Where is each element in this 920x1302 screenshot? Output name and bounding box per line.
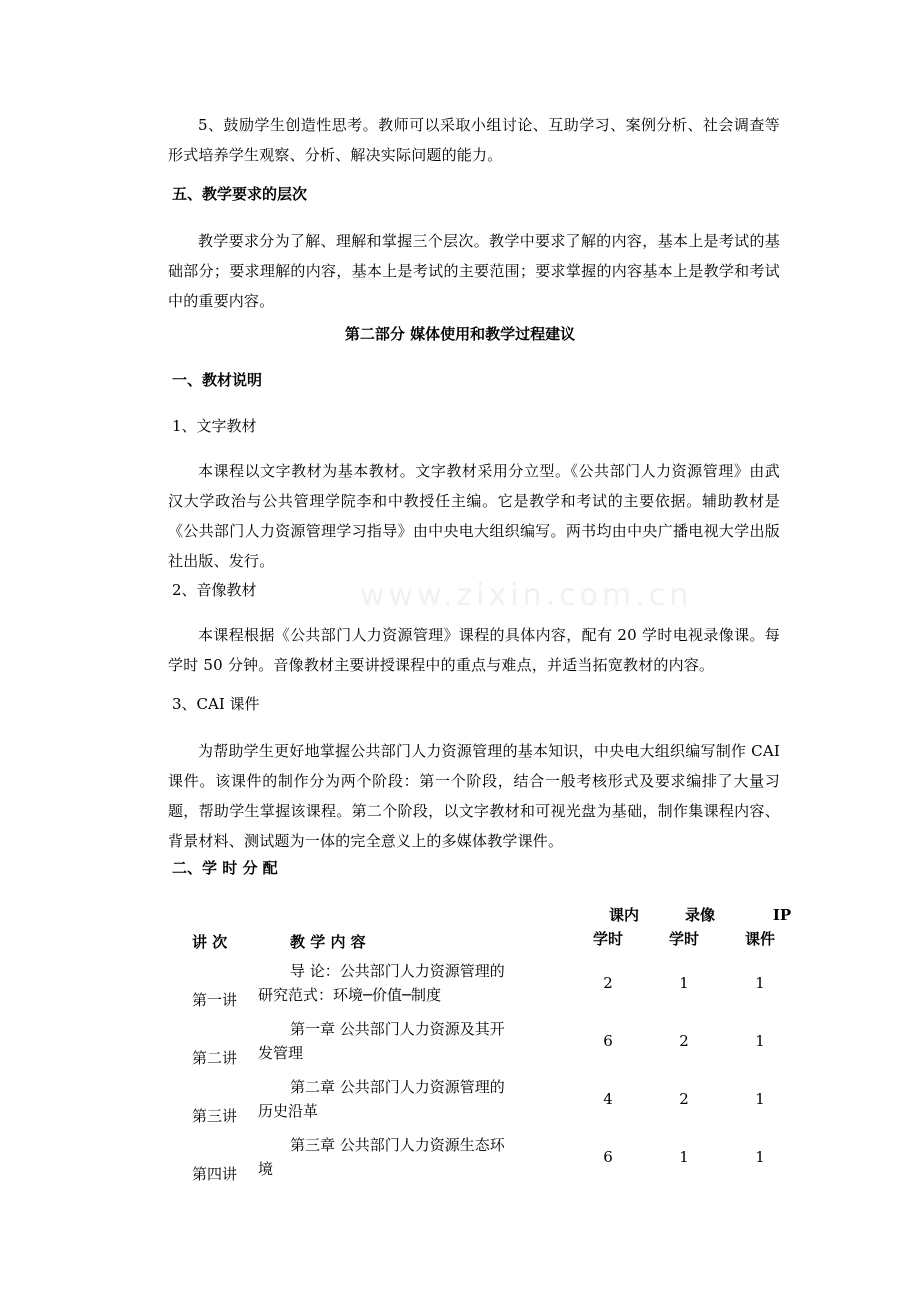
- row-video-hours: 2: [679, 1090, 689, 1108]
- row-video-hours: 1: [679, 974, 689, 992]
- row-content: [258, 1070, 570, 1128]
- header-lecture: 讲 次: [192, 933, 228, 951]
- row-content-line1: 导 论：公共部门人力资源管理的: [290, 962, 505, 980]
- row-lecture: 第二讲: [192, 1049, 238, 1067]
- watermark: www.zixin.com.cn: [360, 578, 693, 613]
- header-class-hours-line1: 课内: [608, 906, 639, 924]
- row-class-hours: 2: [603, 974, 613, 992]
- row-ip-courseware: 1: [755, 974, 765, 992]
- row-content-line1: 第二章 公共部门人力资源管理的: [290, 1078, 505, 1096]
- hours-allocation-table: [192, 900, 798, 1186]
- row-content-line2: 研究范式：环境─价值─制度: [258, 986, 442, 1004]
- row-content-line2: 历史沿革: [258, 1102, 319, 1120]
- row-lecture: 第四讲: [192, 1165, 238, 1183]
- header-video-line2: 学时: [668, 930, 699, 948]
- row-class-hours: 6: [603, 1032, 613, 1050]
- header-video-hours: [646, 900, 722, 954]
- row-ip-courseware: 1: [755, 1090, 765, 1108]
- row-content-line2: 境: [258, 1160, 274, 1178]
- header-class-hours: [570, 900, 646, 954]
- part-two-title: 第二部分 媒体使用和教学过程建议: [344, 325, 576, 343]
- header-content: 教 学 内 容: [290, 933, 366, 951]
- row-content: [258, 954, 570, 1012]
- table-header-row: [192, 900, 798, 954]
- row-class-hours: 6: [603, 1148, 613, 1166]
- header-video-line1: 录像: [684, 906, 715, 924]
- table-row: [192, 1128, 798, 1186]
- row-content-line1: 第三章 公共部门人力资源生态环: [290, 1136, 505, 1154]
- row-ip-courseware: 1: [755, 1148, 765, 1166]
- paragraph-text-materials: 本课程以文字教材为基本教材。文字教材采用分立型。《公共部门人力资源管理》由武汉大学政治与公共管理学院李和中教授任主编。它是教学和考试的主要依据。辅助教材是《公共部门人力资源管理学习指导》由中央电大组织编写。两书均由中央广播电视大学出版社出版、发行。: [168, 462, 780, 570]
- header-class-hours-line2: 学时: [592, 930, 623, 948]
- row-class-hours: 4: [603, 1090, 613, 1108]
- paragraph-teaching-levels: 教学要求分为了解、理解和掌握三个层次。教学中要求了解的内容，基本上是考试的基础部分；要求理解的内容，基本上是考试的主要范围；要求掌握的内容基本上是教学和考试中的重要内容。: [168, 232, 780, 310]
- row-video-hours: 1: [679, 1148, 689, 1166]
- paragraph-cai: 为帮助学生更好地掌握公共部门人力资源管理的基本知识，中央电大组织编写制作 CAI 课件。该课件的制作分为两个阶段：第一个阶段，结合一般考核形式及要求编排了大量习题，帮助学生掌握该课程。第二个阶段，以文字教材和可视光盘为基础，制作集课程内容、背景材料、测试题为一体的完全意义上的多媒体教学课件。: [168, 742, 780, 850]
- header-ip-courseware: [722, 900, 798, 954]
- header-ip-line1: IP: [772, 906, 792, 924]
- subheading-cai: 3、CAI 课件: [172, 695, 260, 713]
- paragraph-encourage-creativity: 5、鼓励学生创造性思考。教师可以采取小组讨论、互助学习、案例分析、社会调查等形式培养学生观察、分析、解决实际问题的能力。: [168, 116, 780, 164]
- table-row: [192, 1012, 798, 1070]
- row-content-line2: 发管理: [258, 1044, 304, 1062]
- table-row: [192, 954, 798, 1012]
- row-ip-courseware: 1: [755, 1032, 765, 1050]
- paragraph-audio-video: 本课程根据《公共部门人力资源管理》课程的具体内容，配有 20 学时电视录像课。每学时 50 分钟。音像教材主要讲授课程中的重点与难点，并适当拓宽教材的内容。: [168, 626, 780, 674]
- row-content: [258, 1012, 570, 1070]
- header-ip-line2: 课件: [744, 930, 775, 948]
- row-content: [258, 1128, 570, 1186]
- row-lecture: 第一讲: [192, 991, 238, 1009]
- subheading-text-materials: 1、文字教材: [172, 417, 257, 435]
- row-video-hours: 2: [679, 1032, 689, 1050]
- table-row: [192, 1070, 798, 1128]
- row-content-line1: 第一章 公共部门人力资源及其开: [290, 1020, 505, 1038]
- heading-section-two: 二、学 时 分 配: [172, 859, 278, 877]
- heading-section-five: 五、教学要求的层次: [172, 185, 308, 203]
- heading-section-one: 一、教材说明: [172, 371, 263, 389]
- row-lecture: 第三讲: [192, 1107, 238, 1125]
- subheading-audio-video: 2、音像教材: [172, 581, 257, 599]
